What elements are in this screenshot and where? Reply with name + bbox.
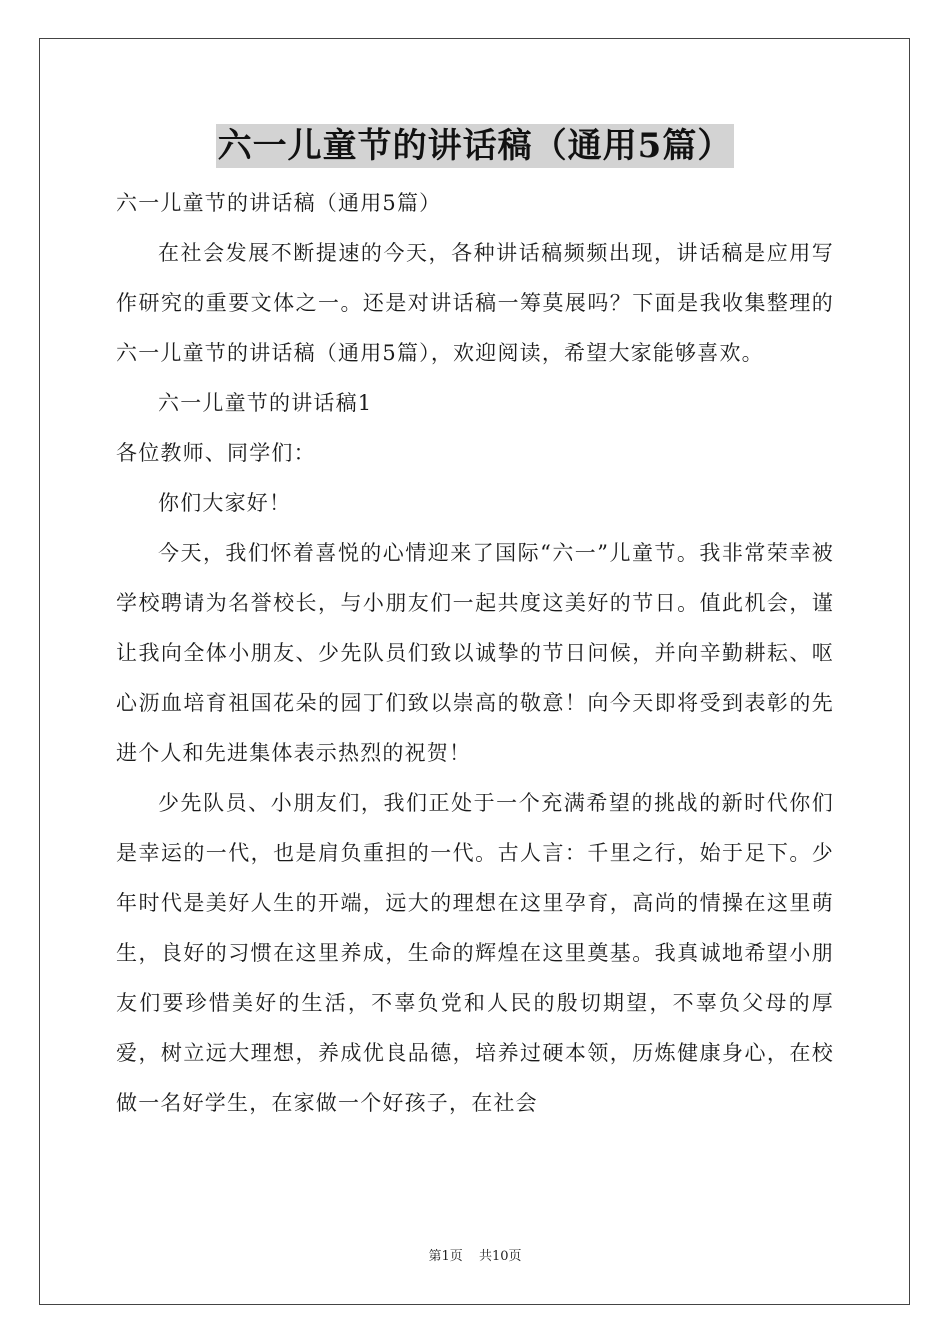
- paragraph-body-1: 今天，我们怀着喜悦的心情迎来了国际“六一”儿童节。我非常荣幸被学校聘请为名誉校长，与小朋友们一起共度这美好的节日。值此机会，谨让我向全体小朋友、少先队员们致以诚挚的节日问候，并向辛勤耕耘、呕心沥血培育祖国花朵的园丁们致以崇高的敬意！向今天即将受到表彰的先进个人和先进集体表示热烈的祝贺！: [116, 541, 834, 765]
- paragraph-body-2: 少先队员、小朋友们，我们正处于一个充满希望的挑战的新时代你们是幸运的一代，也是肩负重担的一代。古人言：千里之行，始于足下。少年时代是美好人生的开端，远大的理想在这里孕育，高尚的情操在这里萌生，良好的习惯在这里养成，生命的辉煌在这里奠基。我真诚地希望小朋友们要珍惜美好的生活，不辜负党和人民的殷切期望，不辜负父母的厚爱，树立远大理想，养成优良品德，培养过硬本领，历炼健康身心，在校做一名好学生，在家做一个好孩子，在社会: [116, 791, 834, 1115]
- title-area: [0, 124, 950, 168]
- page-number: 第1页: [428, 1249, 463, 1264]
- section-heading: 六一儿童节的讲话稿1: [158, 391, 373, 415]
- paragraph-subtitle: 六一儿童节的讲话稿（通用5篇）: [116, 191, 442, 215]
- paragraph-salutation: 各位教师、同学们：: [116, 441, 316, 465]
- document-title: 六一儿童节的讲话稿（通用5篇）: [217, 126, 733, 166]
- document-body: [116, 178, 834, 1128]
- paragraph-greeting: 你们大家好！: [158, 491, 292, 515]
- paragraph-intro: 在社会发展不断提速的今天，各种讲话稿频频出现，讲话稿是应用写作研究的重要文体之一。还是对讲话稿一筹莫展吗？下面是我收集整理的六一儿童节的讲话稿（通用5篇），欢迎阅读，希望大家能够喜欢。: [116, 241, 834, 365]
- page-total: 共10页: [478, 1249, 522, 1264]
- page-footer: [0, 1245, 950, 1264]
